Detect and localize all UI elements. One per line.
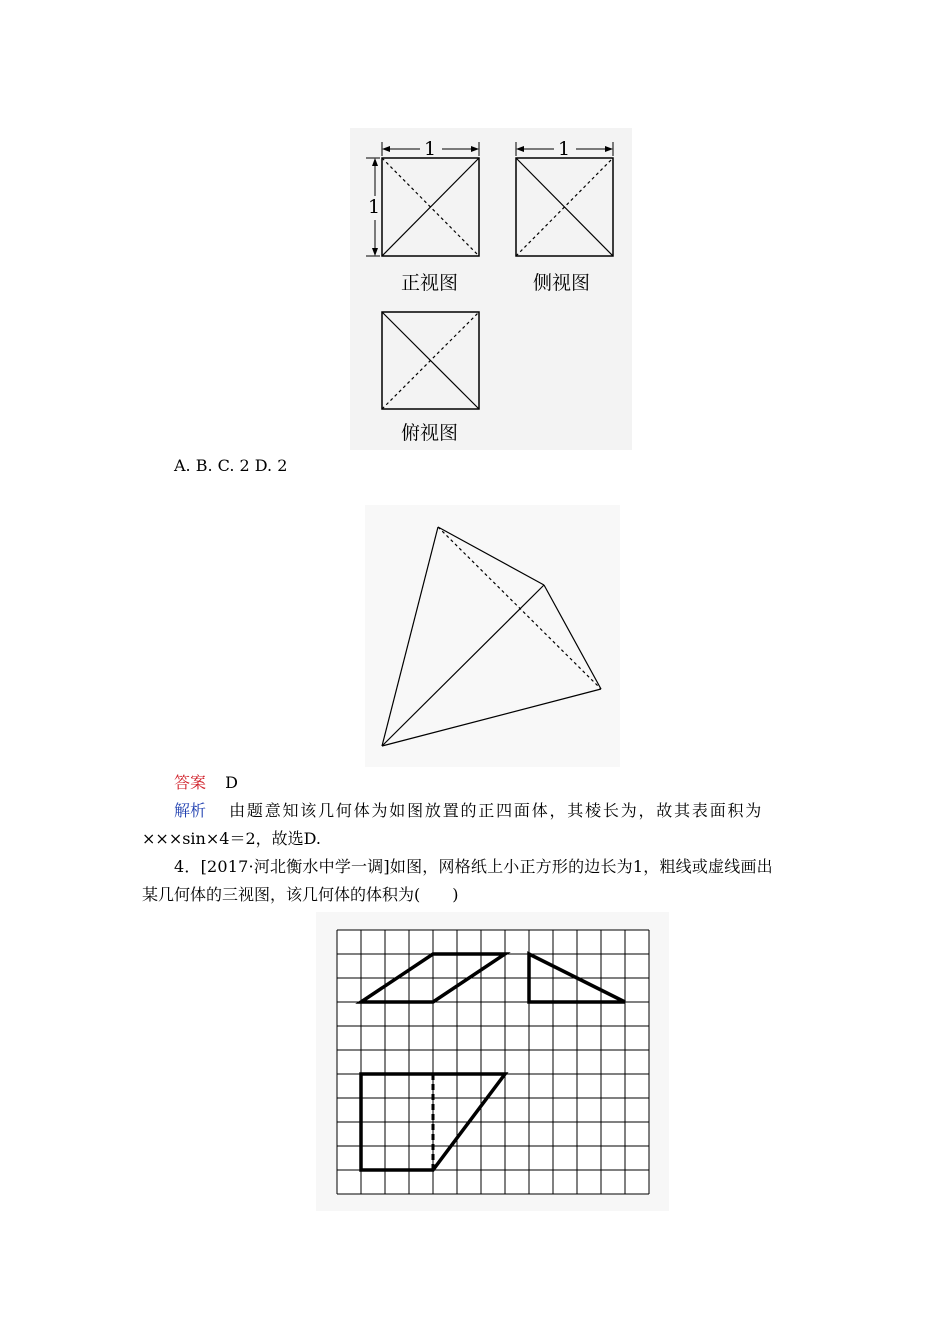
side-view-label: 侧视图 — [533, 272, 591, 294]
analysis-line-2: ×××sin×4＝2，故选D. — [142, 829, 321, 848]
front-view — [366, 142, 479, 256]
answer-line — [174, 773, 238, 793]
question-4-line-2: 某几何体的三视图，该几何体的体积为( ) — [142, 885, 459, 904]
top-view-label: 俯视图 — [401, 422, 459, 444]
front-height-label: 1 — [368, 196, 381, 218]
tetrahedron-drawing — [365, 505, 620, 767]
answer-options: A. B. C. 2 D. 2 — [174, 456, 288, 475]
answer-label: 答案 — [174, 773, 207, 792]
side-width-label: 1 — [558, 138, 571, 160]
top-view — [382, 312, 479, 409]
grid-figure — [316, 912, 669, 1211]
analysis-line-1 — [174, 801, 763, 821]
three-view-figure — [350, 128, 632, 450]
analysis-text-1: 由题意知该几何体为如图放置的正四面体，其棱长为，故其表面积为 — [229, 801, 764, 820]
tetrahedron-figure — [365, 505, 620, 767]
front-view-label: 正视图 — [401, 272, 459, 294]
front-width-label: 1 — [424, 138, 437, 160]
grid-drawing — [316, 912, 669, 1211]
analysis-label: 解析 — [174, 801, 207, 820]
answer-value: D — [225, 773, 238, 792]
question-4-line-1: 4．[2017·河北衡水中学一调]如图，网格纸上小正方形的边长为1，粗线或虚线画出 — [174, 857, 773, 876]
